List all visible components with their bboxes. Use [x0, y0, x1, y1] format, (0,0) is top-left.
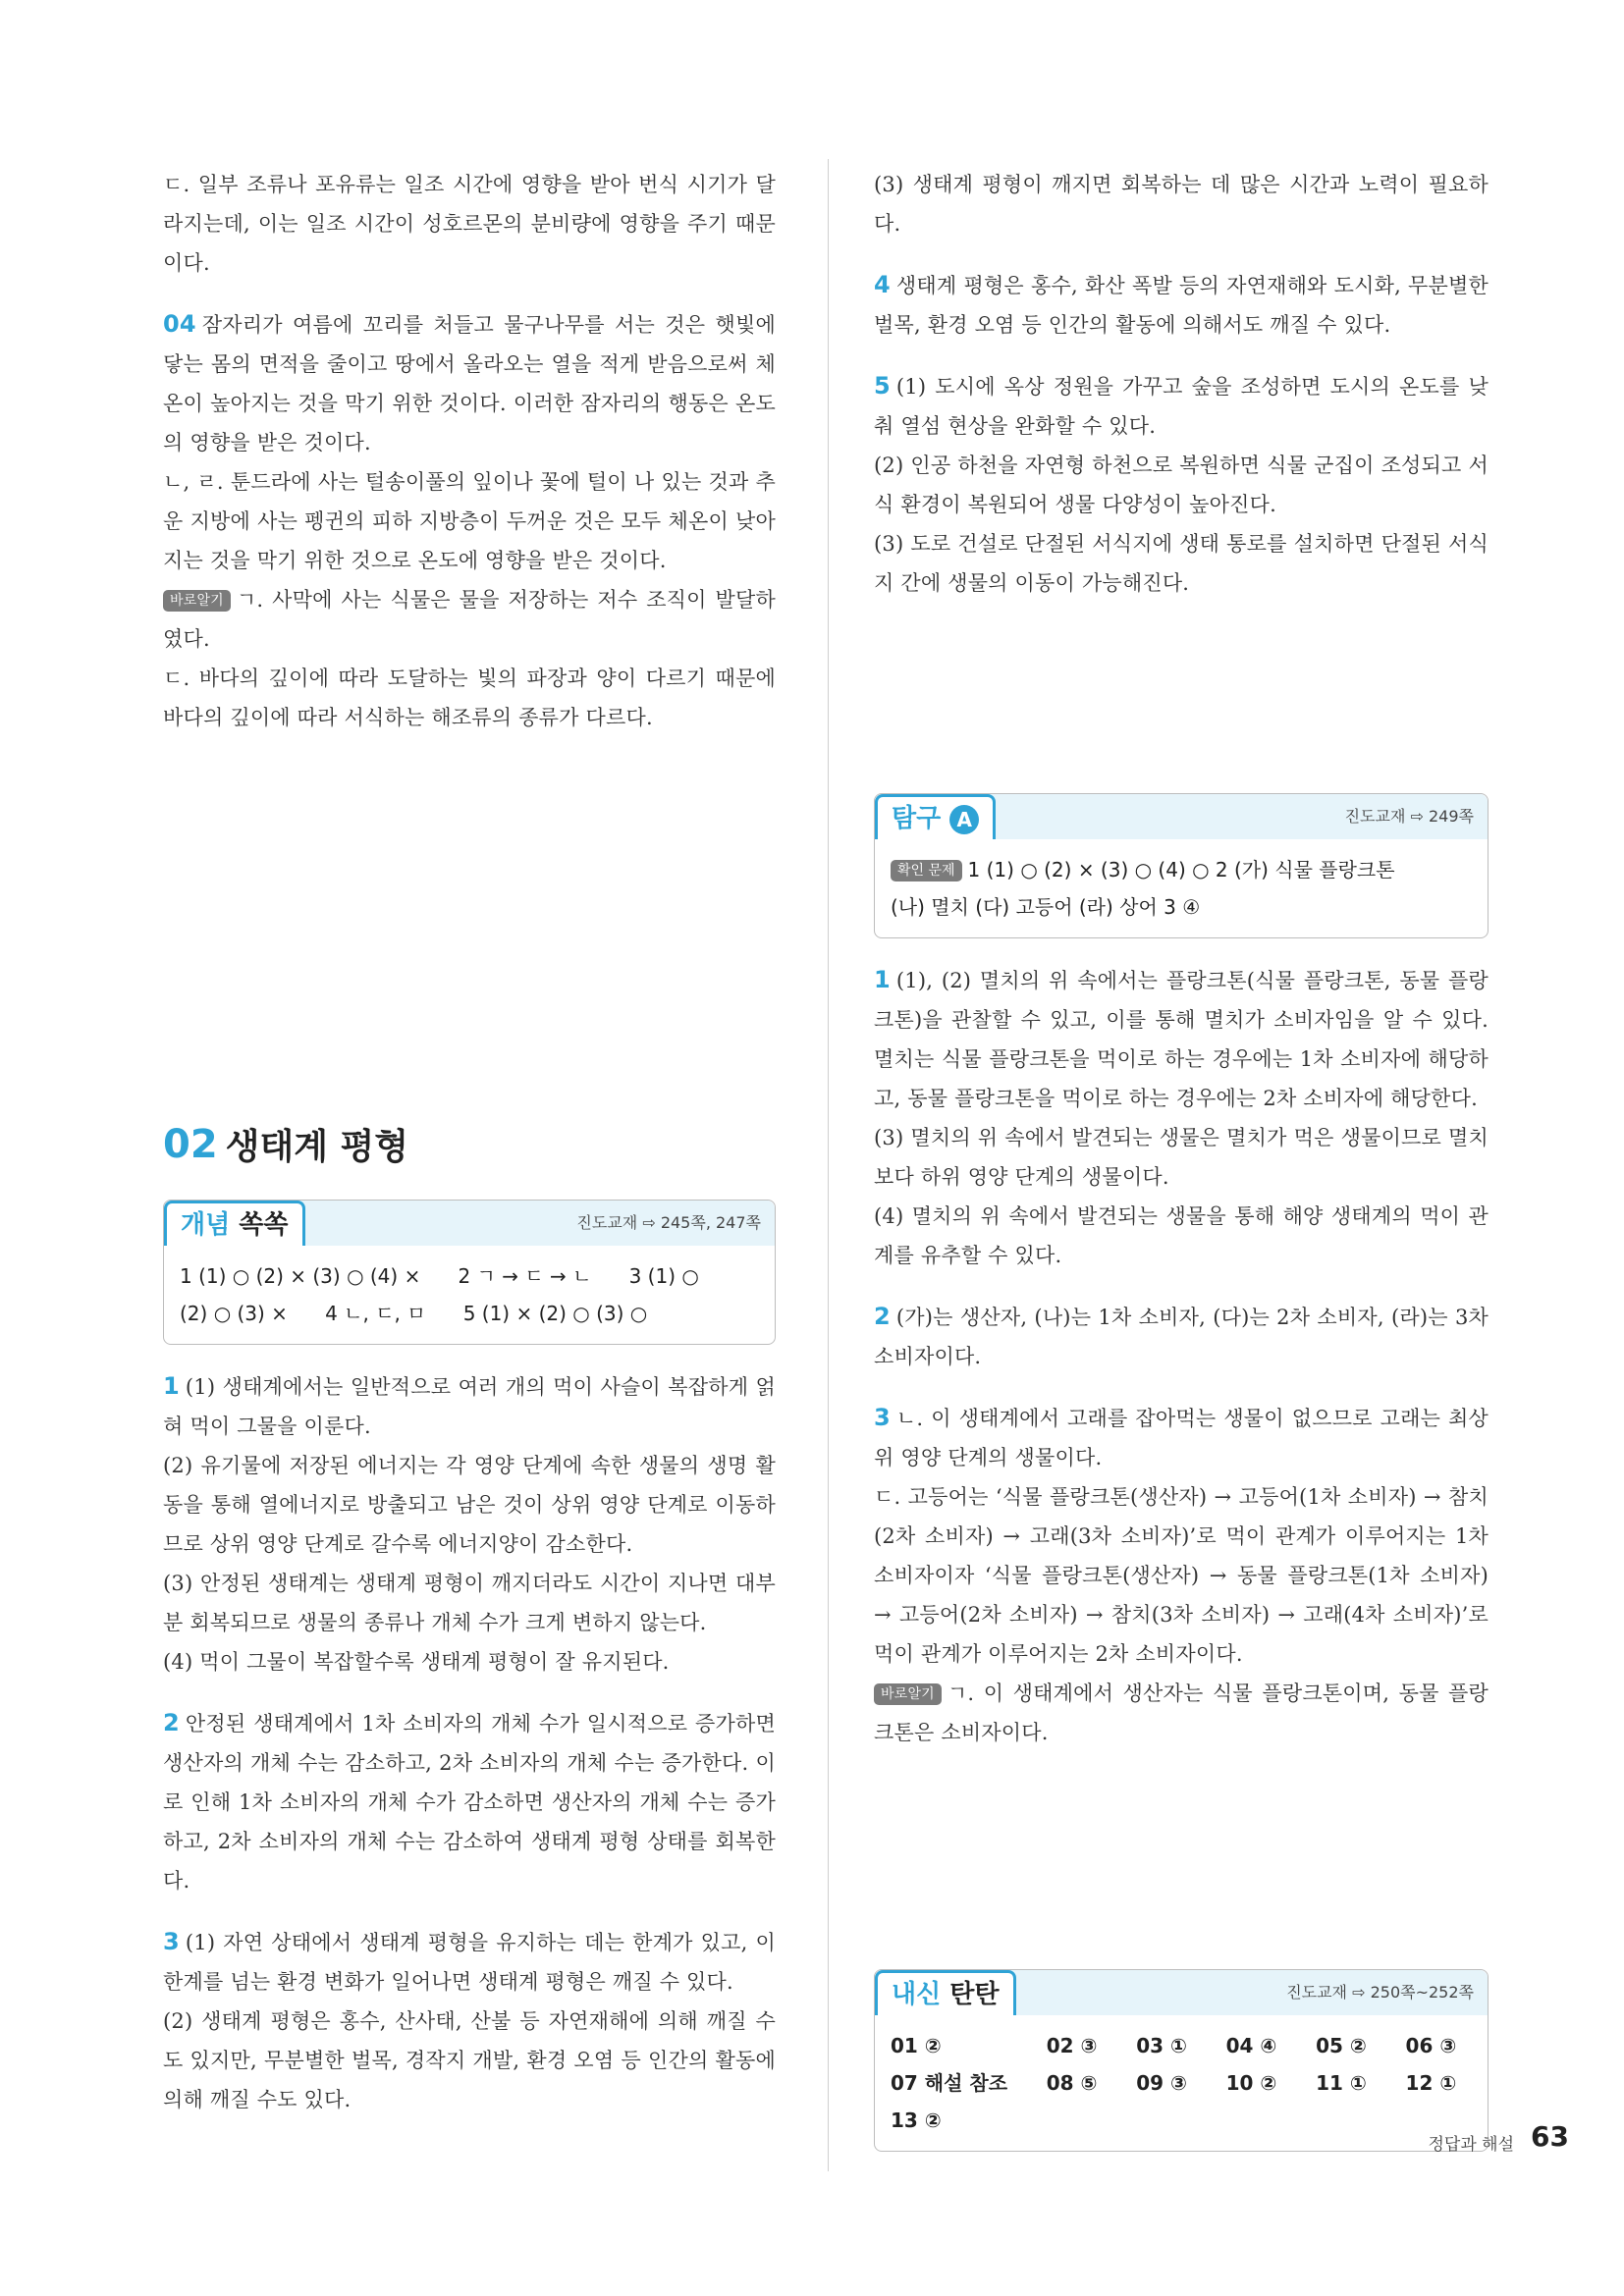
tamgu-answer-3	[874, 1398, 1489, 1477]
paragraph: (1), (2) 멸치의 위 속에서는 플랑크톤(식물 플랑크톤, 동물 플랑크톤)을 관찰할 수 있고, 이를 통해 멸치가 소비자임을 알 수 있다. 멸치는 식물 플랑크톤을 먹이로 하는 경우에는 1차 소비자에 해당하고, 동물 플랑크톤을 먹이로 하는 경우에는 2차 소비자에 해당한다.	[874, 969, 1489, 1110]
answer-item: 01 ②	[891, 2034, 942, 2057]
answer-2	[163, 1703, 776, 1900]
right-column-lower	[874, 793, 1489, 1752]
paragraph: 잠자리가 여름에 꼬리를 처들고 물구나무를 서는 것은 햇빛에 닿는 몸의 면적을 줄이고 땅에서 올라오는 열을 적게 받음으로써 체온이 높아지는 것을 막기 위한 것이다. 이러한 잠자리의 행동은 온도의 영향을 받은 것이다.	[163, 313, 776, 454]
paragraph: (4) 먹이 그물이 복잡할수록 생태계 평형이 잘 유지된다.	[163, 1650, 670, 1674]
answer-item: 13 ②	[891, 2109, 942, 2132]
box-header	[164, 1201, 775, 1246]
paragraph: (2) 인공 하천을 자연형 하천으로 복원하면 식물 군집이 조성되고 서식 환경이 복원되어 생물 다양성이 높아진다.	[874, 454, 1489, 516]
paragraph: ㄴ. 이 생태계에서 고래를 잡아먹는 생물이 없으므로 고래는 최상위 영양 단계의 생물이다.	[874, 1407, 1489, 1469]
answer-item: 04 ④	[1225, 2034, 1277, 2057]
paragraph: (1) 자연 상태에서 생태계 평형을 유지하는 데는 한계가 있고, 이 한계를 넘는 환경 변화가 일어나면 생태계 평형은 깨질 수 있다.	[163, 1931, 776, 1994]
left-column-lower	[163, 1200, 776, 2119]
right-column	[874, 165, 1489, 603]
answer-line	[891, 851, 1472, 888]
paragraph: ㄷ. 바다의 깊이에 따라 도달하는 빛의 파장과 양이 다르기 때문에 바다의 깊이에 따라 서식하는 해조류의 종류가 다르다.	[163, 667, 776, 729]
paragraph: ㄴ, ㄹ. 툰드라에 사는 털송이풀의 잎이나 꽃에 털이 나 있는 것과 추운 지방에 사는 펭귄의 피하 지방층이 두꺼운 것은 모두 체온이 낮아지는 것을 막기 위한 것으로 온도에 영향을 받은 것이다.	[163, 470, 776, 572]
naesin-box	[874, 1969, 1489, 2152]
question-number: 1	[874, 966, 891, 993]
column-divider	[828, 159, 829, 2171]
paragraph: (3) 안정된 생태계는 생태계 평형이 깨지더라도 시간이 지나면 대부분 회복되므로 생물의 종류나 개체 수가 크게 변하지 않는다.	[163, 1572, 776, 1634]
box-header	[875, 1970, 1488, 2015]
paragraph: ㄷ. 일부 조류나 포유류는 일조 시간에 영향을 받아 번식 시기가 달라지는데, 이는 일조 시간이 성호르몬의 분비량에 영향을 주기 때문이다.	[163, 173, 776, 275]
tab-label: 쏙쏙	[239, 1210, 289, 1240]
correction-text: ㄱ. 이 생태계에서 생산자는 식물 플랑크톤이며, 동물 플랑크톤은 소비자이다.	[874, 1682, 1489, 1744]
question-number: 2	[874, 1303, 891, 1330]
answer-item: 05 ②	[1316, 2034, 1367, 2057]
gaenyeom-box	[163, 1200, 776, 1345]
question-number: 04	[163, 310, 196, 338]
question-number: 2	[163, 1709, 180, 1736]
correction-badge: 바로알기	[874, 1683, 942, 1705]
question-number: 1	[163, 1372, 180, 1400]
paragraph: (2) 유기물에 저장된 에너지는 각 영양 단계에 속한 생물의 생명 활동을 통해 열에너지로 방출되고 남은 것이 상위 영양 단계로 이동하므로 상위 영양 단계로 갈수록 에너지양이 감소한다.	[163, 1454, 776, 1556]
answer-04	[163, 304, 776, 462]
answer-item: 10 ②	[1225, 2071, 1277, 2095]
section-number: 02	[163, 1121, 218, 1167]
answer-3	[163, 1922, 776, 2002]
answer-line: (나) 멸치 (다) 고등어 (라) 상어 3 ④	[891, 895, 1201, 919]
box-tab	[875, 1970, 1016, 2015]
tab-label: 내신	[892, 1980, 942, 2009]
reference-label: 진도교재 ⇨ 249쪽	[1344, 807, 1474, 826]
answer-item: 03 ①	[1136, 2034, 1187, 2057]
answer-grid	[891, 2027, 1472, 2139]
paragraph: (1) 도시에 옥상 정원을 가꾸고 숲을 조성하면 도시의 온도를 낮춰 열섬 현상을 완화할 수 있다.	[874, 375, 1489, 438]
section-title	[163, 1119, 408, 1169]
tab-label: 탄탄	[949, 1980, 1000, 2009]
box-body	[875, 2015, 1488, 2151]
tamgu-answer-1	[874, 960, 1489, 1118]
reference-label: 진도교재 ⇨ 245쪽, 247쪽	[576, 1213, 761, 1232]
question-number: 3	[874, 1404, 891, 1431]
box-tab	[875, 794, 996, 839]
answer-item: 08 ⑤	[1046, 2071, 1098, 2095]
paragraph: (3) 도로 건설로 단절된 서식지에 생태 통로를 설치하면 단절된 서식지 간에 생물의 이동이 가능해진다.	[874, 532, 1489, 595]
answer-5	[874, 366, 1489, 446]
section-heading: 생태계 평형	[225, 1127, 409, 1167]
answer-line: 1 (1) ○ (2) × (3) ○ (4) × 2 ㄱ → ㄷ → ㄴ 3 (1) ○	[180, 1264, 699, 1288]
correction-badge: 바로알기	[163, 590, 231, 612]
tamgu-answer-2	[874, 1297, 1489, 1376]
paragraph: ㄷ. 고등어는 ‘식물 플랑크톤(생산자) → 고등어(1차 소비자) → 참치(2차 소비자) → 고래(3차 소비자)’로 먹이 관계가 이루어지는 1차 소비자이자 ‘식물 플랑크톤(생산자) → 동물 플랑크톤(1차 소비자) → 고등어(2차 소비자) → 참치(3차 소비자) → 고래(4차 소비자)’로 먹이 관계가 이루어지는 2차 소비자이다.	[874, 1485, 1489, 1666]
paragraph: 안정된 생태계에서 1차 소비자의 개체 수가 일시적으로 증가하면 생산자의 개체 수는 감소하고, 2차 소비자의 개체 수는 증가한다. 이로 인해 1차 소비자의 개체 수가 감소하면 생산자의 개체 수는 증가하고, 2차 소비자의 개체 수는 감소하여 생태계 평형 상태를 회복한다.	[163, 1712, 776, 1893]
box-header	[875, 794, 1488, 839]
reference-label: 진도교재 ⇨ 250쪽~252쪽	[1286, 1983, 1474, 2002]
tab-circle-label: A	[949, 805, 979, 834]
question-number: 3	[163, 1928, 180, 1955]
paragraph: (2) 생태계 평형은 홍수, 산사태, 산불 등 자연재해에 의해 깨질 수도 있지만, 무분별한 벌목, 경작지 개발, 환경 오염 등 인간의 활동에 의해 깨질 수도 있다.	[163, 2009, 776, 2111]
check-badge: 확인 문제	[891, 860, 962, 881]
answer-item: 11 ①	[1316, 2071, 1367, 2095]
right-column-bottom	[874, 1969, 1489, 2152]
box-body	[875, 839, 1488, 937]
box-tab	[164, 1201, 305, 1246]
question-number: 5	[874, 372, 891, 400]
answer-text: 1 (1) ○ (2) × (3) ○ (4) ○ 2 (가) 식물 플랑크톤	[967, 858, 1395, 881]
tab-label: 탐구	[892, 804, 942, 833]
paragraph: 생태계 평형은 홍수, 화산 폭발 등의 자연재해와 도시화, 무분별한 벌목, 환경 오염 등 인간의 활동에 의해서도 깨질 수 있다.	[874, 274, 1489, 337]
answer-item: 09 ③	[1136, 2071, 1187, 2095]
answer-1	[163, 1366, 776, 1446]
answer-line: (2) ○ (3) × 4 ㄴ, ㄷ, ㅁ 5 (1) × (2) ○ (3) ○	[180, 1302, 648, 1325]
correction-text: ㄱ. 사막에 사는 식물은 물을 저장하는 저수 조직이 발달하였다.	[163, 588, 776, 651]
box-body	[164, 1246, 775, 1344]
tamgu-box	[874, 793, 1489, 938]
page-number: 63	[1531, 2120, 1569, 2153]
paragraph: (4) 멸치의 위 속에서 발견되는 생물을 통해 해양 생태계의 먹이 관계를 유추할 수 있다.	[874, 1204, 1489, 1267]
footer-label: 정답과 해설	[1428, 2135, 1514, 2155]
answer-item: 02 ③	[1046, 2034, 1098, 2057]
paragraph: (1) 생태계에서는 일반적으로 여러 개의 먹이 사슬이 복잡하게 얽혀 먹이 그물을 이룬다.	[163, 1375, 776, 1438]
question-number: 4	[874, 271, 891, 298]
answer-item: 07 해설 참조	[891, 2071, 1008, 2095]
tab-label: 개념	[181, 1210, 231, 1240]
answer-item: 06 ③	[1405, 2034, 1457, 2057]
paragraph: (가)는 생산자, (나)는 1차 소비자, (다)는 2차 소비자, (라)는 3차 소비자이다.	[874, 1306, 1489, 1368]
correction-note	[874, 1674, 1489, 1752]
paragraph: (3) 멸치의 위 속에서 발견되는 생물은 멸치가 먹은 생물이므로 멸치보다 하위 영양 단계의 생물이다.	[874, 1126, 1489, 1189]
paragraph: (3) 생태계 평형이 깨지면 회복하는 데 많은 시간과 노력이 필요하다.	[874, 173, 1489, 236]
correction-note	[163, 580, 776, 659]
answer-4	[874, 265, 1489, 345]
answer-item: 12 ①	[1405, 2071, 1457, 2095]
left-column	[163, 165, 776, 737]
